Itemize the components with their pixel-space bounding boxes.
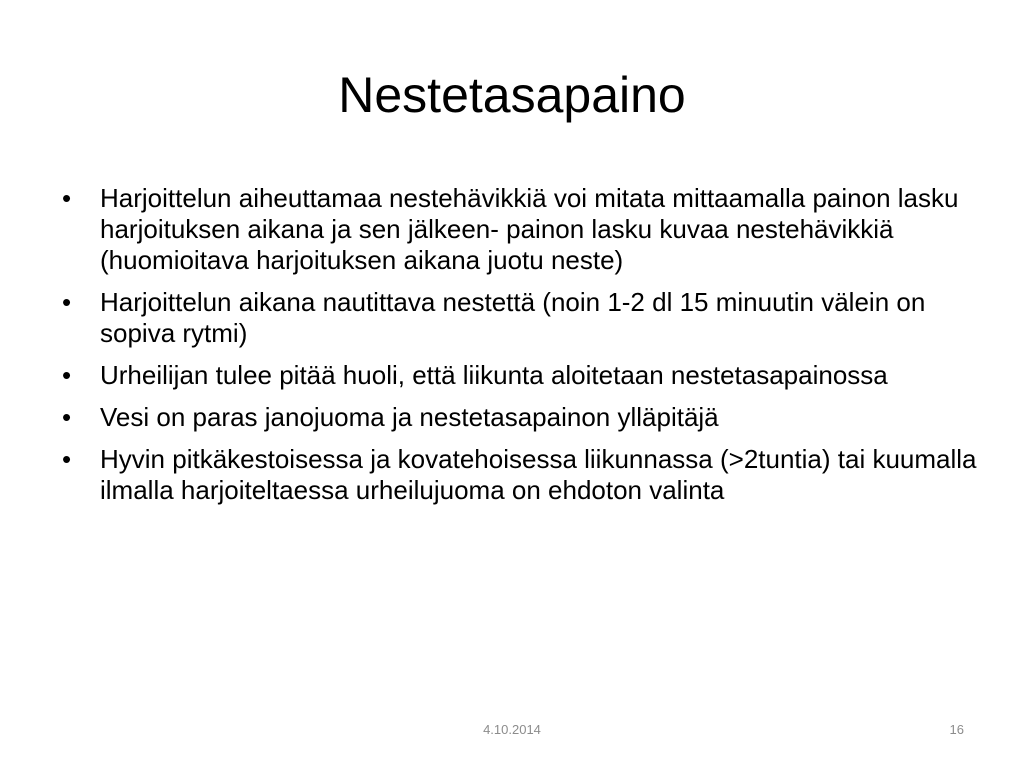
bullet-item	[58, 402, 978, 433]
bullet-dot-icon: •	[62, 183, 72, 213]
bullet-dot-icon: •	[62, 444, 72, 474]
slide-title: Nestetasapaino	[338, 67, 686, 123]
bullet-dot-icon: •	[62, 360, 72, 390]
bullet-dot-icon: •	[62, 402, 72, 432]
bullet-text: Vesi on paras janojuoma ja nestetasapainon ylläpitäjä	[100, 402, 719, 432]
footer-page-number: 16	[949, 722, 964, 737]
bullet-text: Hyvin pitkäkestoisessa ja kovatehoisessa liikunnassa (>2tuntia) tai kuumalla ilmalla harjoiteltaessa urheilujuoma on ehdoton valinta	[100, 444, 977, 505]
bullet-list	[58, 183, 978, 517]
bullet-text: Urheilijan tulee pitää huoli, että liikunta aloitetaan nestetasapainossa	[100, 360, 888, 390]
bullet-item	[58, 360, 978, 391]
bullet-dot-icon: •	[62, 287, 72, 317]
bullet-text: Harjoittelun aiheuttamaa nestehävikkiä voi mitata mittaamalla painon lasku harjoituksen aikana ja sen jälkeen- painon lasku kuvaa nestehävikkiä (huomioitava harjoituksen aikana juotu neste)	[100, 183, 959, 275]
bullet-item	[58, 183, 978, 276]
footer-date: 4.10.2014	[483, 722, 541, 737]
bullet-item	[58, 444, 978, 506]
bullet-text: Harjoittelun aikana nautittava nestettä (noin 1-2 dl 15 minuutin välein on sopiva rytmi)	[100, 287, 926, 348]
bullet-item	[58, 287, 978, 349]
